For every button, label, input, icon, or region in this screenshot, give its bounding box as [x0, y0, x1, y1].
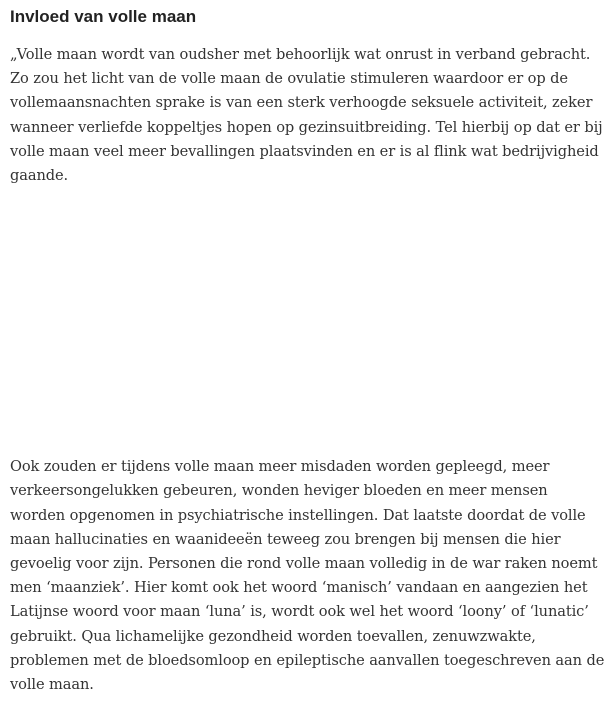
article-paragraph-1: „Volle maan wordt van oudsher met behoorlijk wat onrust in verband gebracht. Zo zou het licht van de volle maan de ovulatie stimuleren waardoor er op de vollemaansnachten sprake is van een sterk verhoogde seksuele activiteit, zeker wanneer verliefde koppeltjes hopen op gezinsuitbreiding. Tel hierbij op dat er bij volle maan veel meer bevallingen plaatsvinden en er is al flink wat bedrijvigheid gaande. [10, 46, 603, 185]
blank-ad-space [10, 188, 606, 455]
article-heading: Invloed van volle maan [10, 7, 197, 26]
article [10, 0, 606, 697]
article-paragraph-2: Ook zouden er tijdens volle maan meer misdaden worden gepleegd, meer verkeersongelukken gebeuren, wonden heviger bloeden en meer mensen worden opgenomen in psychiatrische instellingen. Dat laatste doordat de volle maan hallucinaties en waanideeën teweeg zou brengen bij mensen die hier gevoelig voor zijn. Personen die rond volle maan volledig in de war raken noemt men ‘maanziek’. Hier komt ook het woord ‘manisch’ vandaan en aangezien het Latijnse woord voor maan ‘luna’ is, wordt ook wel het woord ‘loony’ of ‘lunatic’ gebruikt. Qua lichamelijke gezondheid worden toevallen, zenuwzwakte, problemen met de bloedsomloop en epileptische aanvallen toegeschreven aan de volle maan. [10, 458, 605, 694]
